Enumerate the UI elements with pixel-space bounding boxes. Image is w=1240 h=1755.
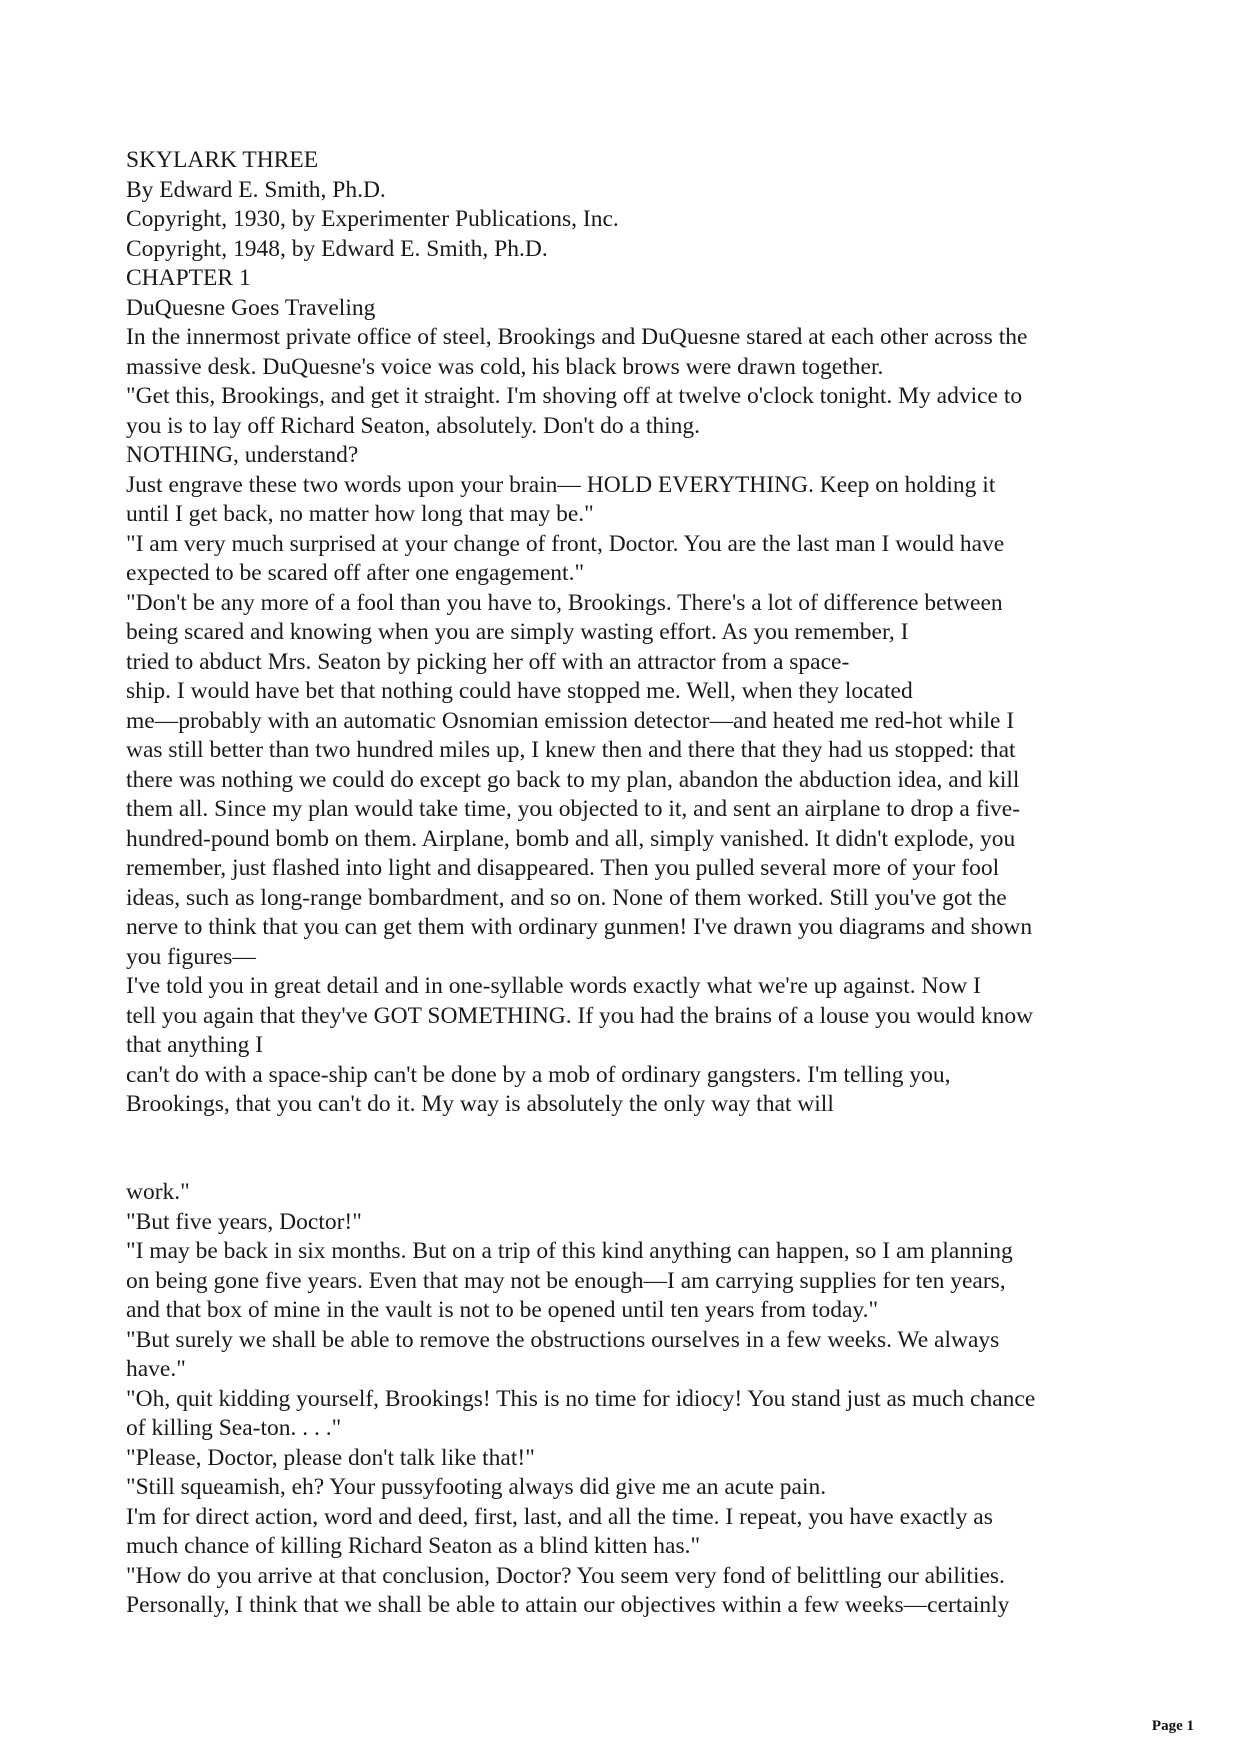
text-line: tell you again that they've GOT SOMETHING. If you had the brains of a louse you would know xyxy=(126,1002,1034,1029)
text-line: nerve to think that you can get them with ordinary gunmen! I've drawn you diagrams and shown xyxy=(126,914,1033,940)
text-line: SKYLARK THREE xyxy=(126,147,319,173)
text-line: ideas, such as long-range bombardment, and so on. None of them worked. Still you've got the xyxy=(126,884,1007,911)
text-line: being scared and knowing when you are simply wasting effort. As you remember, I xyxy=(126,619,909,645)
text-line: have." xyxy=(126,1356,186,1382)
text-line: work." xyxy=(126,1179,190,1205)
text-line: "Get this, Brookings, and get it straight. I'm shoving off at twelve o'clock tonight. My advice to xyxy=(126,383,1023,409)
text-line: "Oh, quit kidding yourself, Brookings! This is no time for idiocy! You stand just as much chance xyxy=(126,1385,1036,1412)
text-line: "Still squeamish, eh? Your pussyfooting always did give me an acute pain. xyxy=(126,1474,827,1500)
text-line: of killing Sea-ton. . . ." xyxy=(126,1415,342,1441)
text-line: Copyright, 1948, by Edward E. Smith, Ph.D. xyxy=(126,235,548,262)
text-line: DuQuesne Goes Traveling xyxy=(126,294,376,321)
text-line: CHAPTER 1 xyxy=(126,265,251,291)
text-line: that anything I xyxy=(126,1032,264,1058)
text-line: By Edward E. Smith, Ph.D. xyxy=(126,176,386,203)
text-line: Personally, I think that we shall be able to attain our objectives within a few weeks—certainly xyxy=(126,1592,1010,1618)
text-line: I'm for direct action, word and deed, first, last, and all the time. I repeat, you have exactly as xyxy=(126,1503,993,1530)
text-line: you figures— xyxy=(126,943,256,970)
text-line: I've told you in great detail and in one-syllable words exactly what we're up against. Now I xyxy=(126,973,981,999)
text-line: ship. I would have bet that nothing could have stopped me. Well, when they located xyxy=(126,678,913,704)
text-line: can't do with a space-ship can't be done by a mob of ordinary gangsters. I'm telling you, xyxy=(126,1061,951,1088)
text-line: NOTHING, understand? xyxy=(126,442,359,468)
text-line: "I am very much surprised at your change of front, Doctor. You are the last man I would have xyxy=(126,530,1005,557)
text-line: them all. Since my plan would take time, you objected to it, and sent an airplane to drop a five- xyxy=(126,796,1021,822)
page-number: Page 1 xyxy=(1151,1718,1194,1734)
text-line: much chance of killing Richard Seaton as a blind kitten has." xyxy=(126,1533,701,1559)
text-line: on being gone five years. Even that may not be enough—I am carrying supplies for ten years, xyxy=(126,1267,1006,1294)
text-line: until I get back, no matter how long that may be." xyxy=(126,501,594,527)
text-line: was still better than two hundred miles up, I knew then and there that they had us stopped: that xyxy=(126,737,1016,763)
text-line: you is to lay off Richard Seaton, absolutely. Don't do a thing. xyxy=(126,412,701,439)
text-line: remember, just flashed into light and disappeared. Then you pulled several more of your fool xyxy=(126,855,1000,881)
text-line: "But surely we shall be able to remove the obstructions ourselves in a few weeks. We always xyxy=(126,1326,1000,1353)
text-line: Copyright, 1930, by Experimenter Publications, Inc. xyxy=(126,206,619,232)
text-line: "Please, Doctor, please don't talk like that!" xyxy=(126,1444,535,1471)
text-block-bottom xyxy=(126,1178,1126,1621)
text-line: and that box of mine in the vault is not to be opened until ten years from today." xyxy=(126,1297,879,1323)
text-line: expected to be scared off after one engagement." xyxy=(126,560,585,586)
text-line: hundred-pound bomb on them. Airplane, bomb and all, simply vanished. It didn't explode, you xyxy=(126,825,1016,852)
text-line: "Don't be any more of a fool than you have to, Brookings. There's a lot of difference between xyxy=(126,589,1003,616)
text-line: there was nothing we could do except go back to my plan, abandon the abduction idea, and kill xyxy=(126,766,1020,793)
text-line: "How do you arrive at that conclusion, Doctor? You seem very fond of belittling our abilities. xyxy=(126,1562,1005,1589)
text-line: massive desk. DuQuesne's voice was cold, his black brows were drawn together. xyxy=(126,353,884,380)
text-block-top xyxy=(126,146,1126,1120)
text-line: "But five years, Doctor!" xyxy=(126,1208,362,1235)
text-line: Brookings, that you can't do it. My way is absolutely the only way that will xyxy=(126,1091,834,1117)
text-line: Just engrave these two words upon your brain— HOLD EVERYTHING. Keep on holding it xyxy=(126,471,996,498)
text-line: "I may be back in six months. But on a trip of this kind anything can happen, so I am planning xyxy=(126,1238,1013,1264)
text-line: In the innermost private office of steel, Brookings and DuQuesne stared at each other across the xyxy=(126,324,1028,350)
text-line: me—probably with an automatic Osnomian emission detector—and heated me red-hot while I xyxy=(126,707,1015,734)
text-line: tried to abduct Mrs. Seaton by picking her off with an attractor from a space- xyxy=(126,648,850,675)
